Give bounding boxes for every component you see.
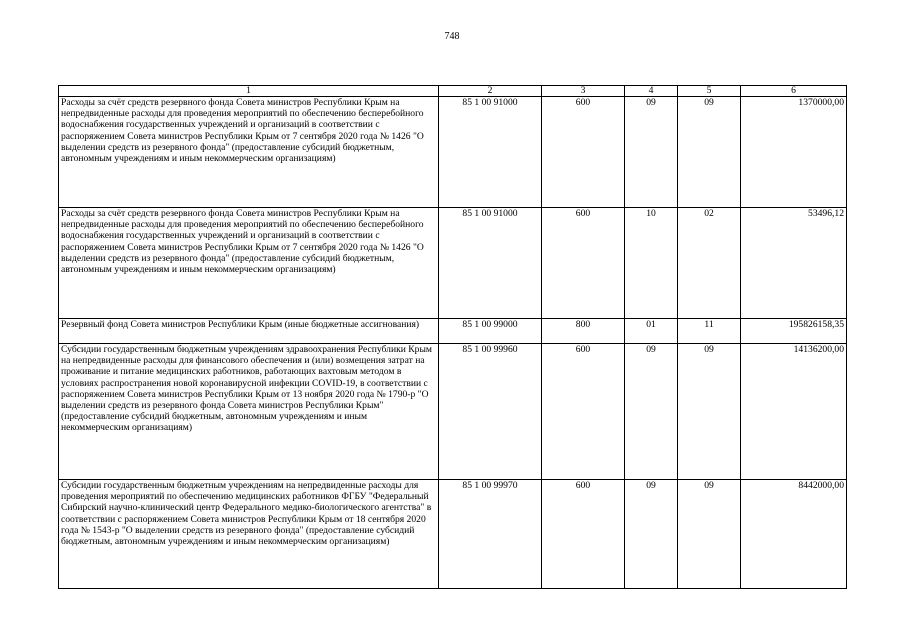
- row-section: 01: [625, 319, 678, 344]
- page-number: 748: [444, 31, 460, 42]
- table-header-row: [59, 86, 847, 97]
- table-row: [59, 480, 847, 589]
- row-type: 800: [542, 319, 625, 344]
- row-code: 85 1 00 99960: [439, 344, 542, 480]
- row-section: 10: [625, 208, 678, 319]
- row-subsection: 09: [678, 97, 741, 208]
- header-col-4: 4: [625, 86, 678, 97]
- row-section: 09: [625, 480, 678, 589]
- budget-table: [58, 85, 847, 589]
- header-col-6: 6: [741, 86, 847, 97]
- row-subsection: 11: [678, 319, 741, 344]
- row-section: 09: [625, 344, 678, 480]
- row-code: 85 1 00 91000: [439, 97, 542, 208]
- row-code: 85 1 00 99970: [439, 480, 542, 589]
- header-col-1: 1: [59, 86, 439, 97]
- row-description: Субсидии государственным бюджетным учреждениям на непредвиденные расходы для проведения мероприятий по обеспечению медицинских работников ФГБУ "Федеральный Сибирский научно-клинический центр Федерального медико-биологического агентства" в соответствии с распоряжением Совета министров Республики Крым от 18 сентября 2020 года № 1543-р "О выделении средств из резервного фонда" (предоставление субсидий бюджетным, автономным учреждениям и иным некоммерческим организациям): [59, 480, 439, 589]
- header-col-5: 5: [678, 86, 741, 97]
- table-row: [59, 319, 847, 344]
- header-col-3: 3: [542, 86, 625, 97]
- row-amount: 195826158,35: [741, 319, 847, 344]
- row-amount: 53496,12: [741, 208, 847, 319]
- row-section: 09: [625, 97, 678, 208]
- row-subsection: 09: [678, 344, 741, 480]
- table-row: [59, 344, 847, 480]
- row-amount: 14136200,00: [741, 344, 847, 480]
- row-description: Расходы за счёт средств резервного фонда Совета министров Республики Крым на непредвиденные расходы для проведения мероприятий по обеспечению бесперебойного водоснабжения государственных учреждений и организаций в соответствии с распоряжением Совета министров Республики Крым от 7 сентября 2020 года № 1426 "О выделении средств из резервного фонда" (предоставление субсидий бюджетным, автономным учреждениям и иным некоммерческим организациям): [59, 97, 439, 208]
- header-col-2: 2: [439, 86, 542, 97]
- row-type: 600: [542, 480, 625, 589]
- row-subsection: 02: [678, 208, 741, 319]
- row-code: 85 1 00 91000: [439, 208, 542, 319]
- row-subsection: 09: [678, 480, 741, 589]
- table-row: [59, 97, 847, 208]
- row-amount: 8442000,00: [741, 480, 847, 589]
- row-type: 600: [542, 208, 625, 319]
- row-description: Субсидии государственным бюджетным учреждениям здравоохранения Республики Крым на непредвиденные расходы для финансового обеспечения и (или) возмещения затрат на проживание и питание медицинских работников, работающих вахтовым методом в условиях распространения новой коронавирусной инфекции COVID-19, в соответствии с распоряжением Совета министров Республики Крым от 13 ноября 2020 года № 1790-р "О выделении средств из резервного фонда Совета министров Республики Крым" (предоставление субсидий бюджетным, автономным учреждениям и иным некоммерческим организациям): [59, 344, 439, 480]
- row-amount: 1370000,00: [741, 97, 847, 208]
- row-description: Расходы за счёт средств резервного фонда Совета министров Республики Крым на непредвиденные расходы для проведения мероприятий по обеспечению бесперебойного водоснабжения государственных учреждений и организаций в соответствии с распоряжением Совета министров Республики Крым от 7 сентября 2020 года № 1426 "О выделении средств из резервного фонда" (предоставление субсидий бюджетным, автономным учреждениям и иным некоммерческим организациям): [59, 208, 439, 319]
- row-description: Резервный фонд Совета министров Республики Крым (иные бюджетные ассигнования): [59, 319, 439, 344]
- table-row: [59, 208, 847, 319]
- row-code: 85 1 00 99000: [439, 319, 542, 344]
- row-type: 600: [542, 97, 625, 208]
- row-type: 600: [542, 344, 625, 480]
